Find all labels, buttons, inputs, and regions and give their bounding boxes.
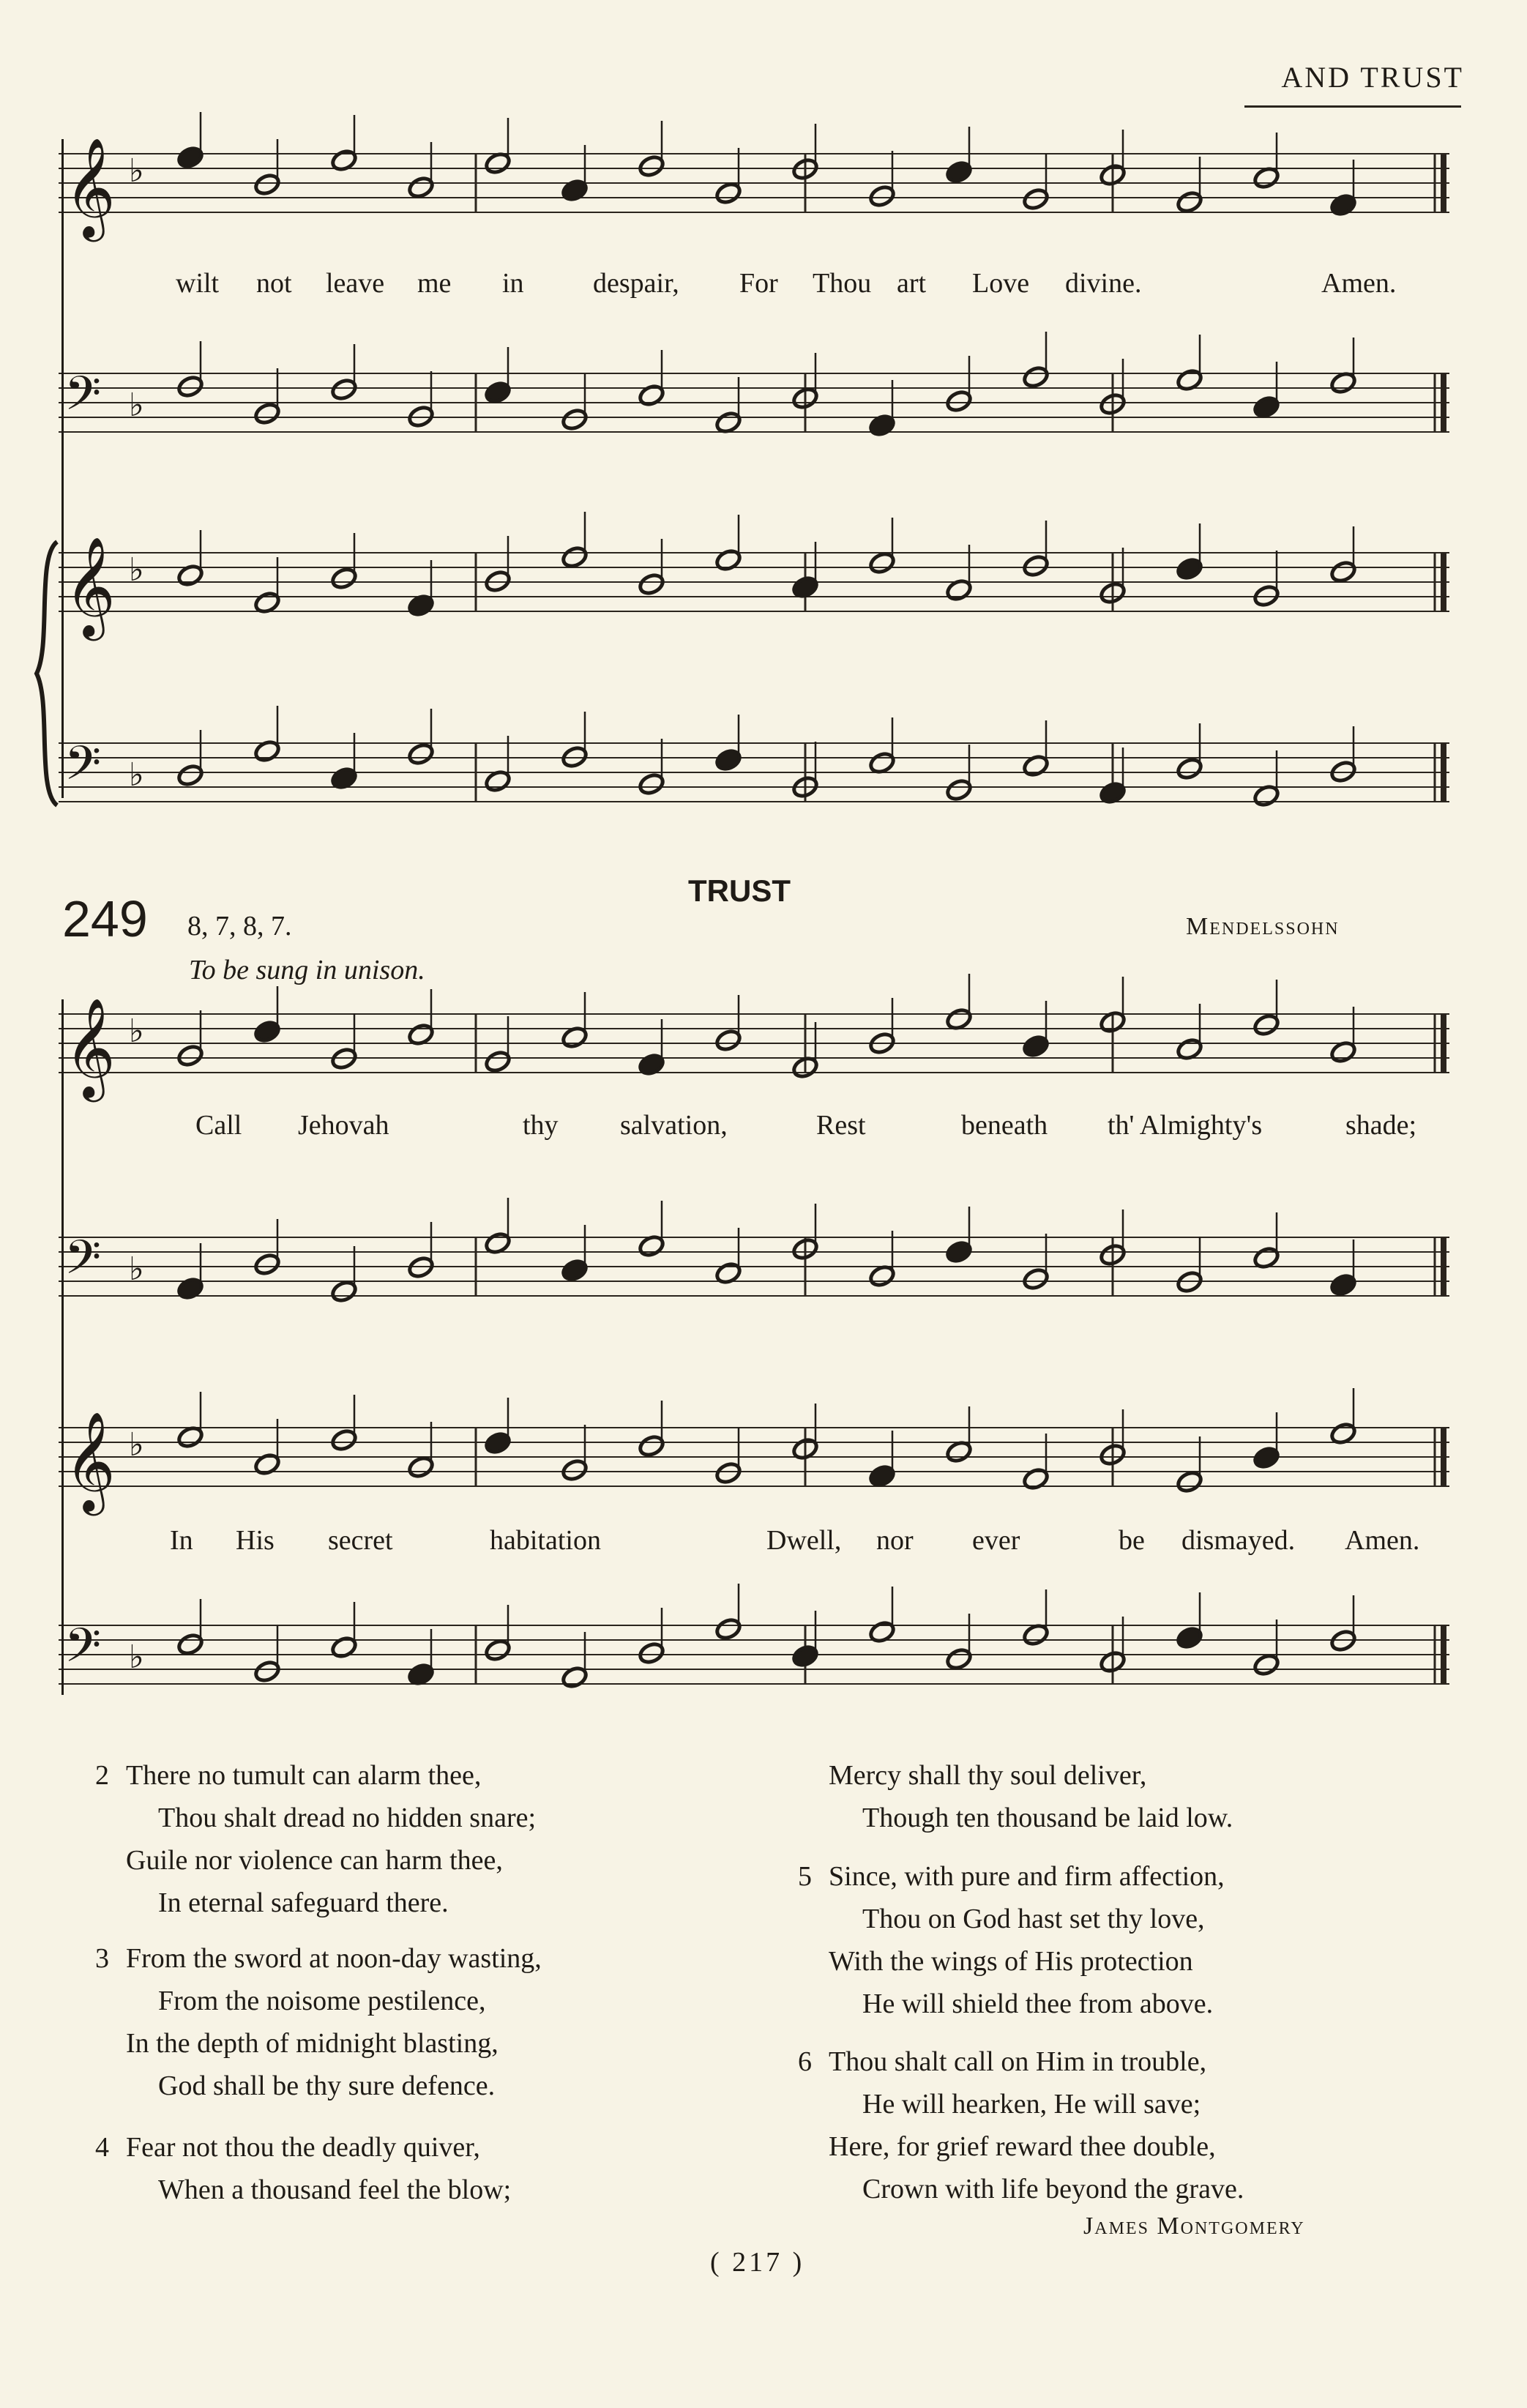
lyric-word: beneath xyxy=(961,1110,1048,1141)
lyric-word: Rest xyxy=(816,1110,866,1141)
hymn-number: 249 xyxy=(62,890,148,947)
verse-number: 5 xyxy=(798,1861,812,1892)
lyric-word: secret xyxy=(328,1525,393,1556)
lyric-word: th' Almighty's xyxy=(1108,1110,1263,1141)
system-brace xyxy=(22,534,66,813)
lyric-word: Jehovah xyxy=(298,1110,389,1141)
lyric-word: wilt xyxy=(176,268,220,299)
verse-line: Thou on God hast set thy love, xyxy=(862,1904,1205,1934)
verse-line: From the noisome pestilence, xyxy=(158,1986,486,2016)
verse-number: 4 xyxy=(95,2132,109,2163)
staff-hymn-line2-treble xyxy=(59,1410,1464,1516)
lyric-word: Call xyxy=(195,1110,242,1141)
lyric-word: art xyxy=(897,268,927,299)
lyric-word: nor xyxy=(876,1525,914,1556)
system-left-rule-hymn xyxy=(61,999,66,1695)
staff-system-mid-treble xyxy=(59,535,1464,641)
verse-line: In eternal safeguard there. xyxy=(158,1887,449,1918)
lyric-word: salvation, xyxy=(620,1110,728,1141)
lyric-word: Dwell, xyxy=(766,1525,842,1556)
lyric-word: Amen. xyxy=(1345,1525,1420,1556)
staff-hymn-line1-treble xyxy=(59,996,1464,1102)
lyric-word: Thou xyxy=(813,268,872,299)
header-rule xyxy=(1244,105,1461,108)
svg-text:𝄢: 𝄢 xyxy=(64,1231,102,1297)
verse-line: He will hearken, He will save; xyxy=(862,2089,1201,2120)
lyric-word: leave xyxy=(326,268,385,299)
hymn-meter: 8, 7, 8, 7. xyxy=(187,911,292,942)
lyric-word: divine. xyxy=(1065,268,1142,299)
verse-4-continued xyxy=(829,1754,1233,1839)
svg-text:𝄞: 𝄞 xyxy=(64,1410,116,1511)
lyric-word: despair, xyxy=(593,268,679,299)
verse-line: Guile nor violence can harm thee, xyxy=(126,1845,503,1876)
verse-2 xyxy=(95,1754,537,1924)
lyric-word: His xyxy=(236,1525,275,1556)
lyric-word: not xyxy=(256,268,292,299)
verse-line: There no tumult can alarm thee, xyxy=(126,1760,482,1791)
lyric-word: ever xyxy=(972,1525,1020,1556)
svg-text:♭: ♭ xyxy=(129,152,144,190)
verse-line: Here, for grief reward thee double, xyxy=(829,2131,1216,2162)
verse-line: Thou shalt call on Him in trouble, xyxy=(829,2046,1207,2077)
lyric-word: dismayed. xyxy=(1181,1525,1296,1556)
verse-line: Since, with pure and firm affection, xyxy=(829,1861,1225,1892)
staff-hymn-line2-bass xyxy=(59,1611,1464,1713)
svg-text:♭: ♭ xyxy=(129,1639,144,1676)
verse-line: Mercy shall thy soul deliver, xyxy=(829,1760,1147,1791)
verse-line: From the sword at noon-day wasting, xyxy=(126,1943,542,1974)
staff-system-top-treble xyxy=(59,136,1464,242)
lyric-word: me xyxy=(417,268,452,299)
svg-text:𝄢: 𝄢 xyxy=(64,1619,102,1685)
verse-4 xyxy=(95,2126,512,2211)
lyric-word: Amen. xyxy=(1321,268,1397,299)
verse-5 xyxy=(798,1855,1225,2025)
verse-number: 2 xyxy=(95,1760,109,1791)
verse-line: He will shield thee from above. xyxy=(862,1988,1214,2019)
verse-3 xyxy=(95,1937,542,2107)
performance-instruction: To be sung in unison. xyxy=(189,955,425,985)
verse-line: When a thousand feel the blow; xyxy=(158,2174,512,2205)
verse-number: 3 xyxy=(95,1943,109,1974)
lyric-word: thy xyxy=(523,1110,559,1141)
svg-text:𝄞: 𝄞 xyxy=(64,535,116,636)
svg-text:𝄞: 𝄞 xyxy=(64,996,116,1097)
verse-line: God shall be thy sure defence. xyxy=(158,2070,496,2101)
svg-text:𝄢: 𝄢 xyxy=(64,367,102,433)
verse-line: With the wings of His protection xyxy=(829,1946,1193,1977)
system-left-rule-top xyxy=(61,139,66,798)
staff-hymn-line1-bass xyxy=(59,1223,1464,1325)
section-header: AND TRUST xyxy=(1281,61,1464,94)
svg-text:𝄢: 𝄢 xyxy=(64,737,102,802)
author-credit: James Montgomery xyxy=(1083,2213,1305,2240)
composer-name: Mendelssohn xyxy=(1186,913,1340,940)
page-number: ( 217 ) xyxy=(710,2247,805,2278)
svg-text:𝄞: 𝄞 xyxy=(64,136,116,237)
lyric-word: Love xyxy=(972,268,1030,299)
lyric-word: habitation xyxy=(490,1525,601,1556)
lyric-word: in xyxy=(502,268,524,299)
staff-system-top-bass xyxy=(59,359,1464,461)
svg-text:♭: ♭ xyxy=(129,551,144,589)
svg-text:♭: ♭ xyxy=(129,387,144,424)
verse-line: Fear not thou the deadly quiver, xyxy=(126,2132,480,2163)
verse-line: In the depth of midnight blasting, xyxy=(126,2028,499,2059)
verse-line: Thou shalt dread no hidden snare; xyxy=(158,1803,537,1833)
lyric-word: shade; xyxy=(1345,1110,1417,1141)
verse-line: Crown with life beyond the grave. xyxy=(862,2174,1244,2204)
lyric-word: In xyxy=(170,1525,193,1556)
svg-text:♭: ♭ xyxy=(129,1426,144,1464)
lyric-word: For xyxy=(739,268,778,299)
staff-system-mid-bass xyxy=(59,728,1464,831)
verse-number: 6 xyxy=(798,2046,812,2077)
verse-6 xyxy=(798,2040,1244,2210)
lyric-word: be xyxy=(1119,1525,1145,1556)
svg-text:♭: ♭ xyxy=(129,1013,144,1050)
svg-text:♭: ♭ xyxy=(129,1250,144,1288)
tune-name: TRUST xyxy=(688,873,791,908)
svg-text:♭: ♭ xyxy=(129,756,144,794)
verse-line: Though ten thousand be laid low. xyxy=(862,1803,1233,1833)
